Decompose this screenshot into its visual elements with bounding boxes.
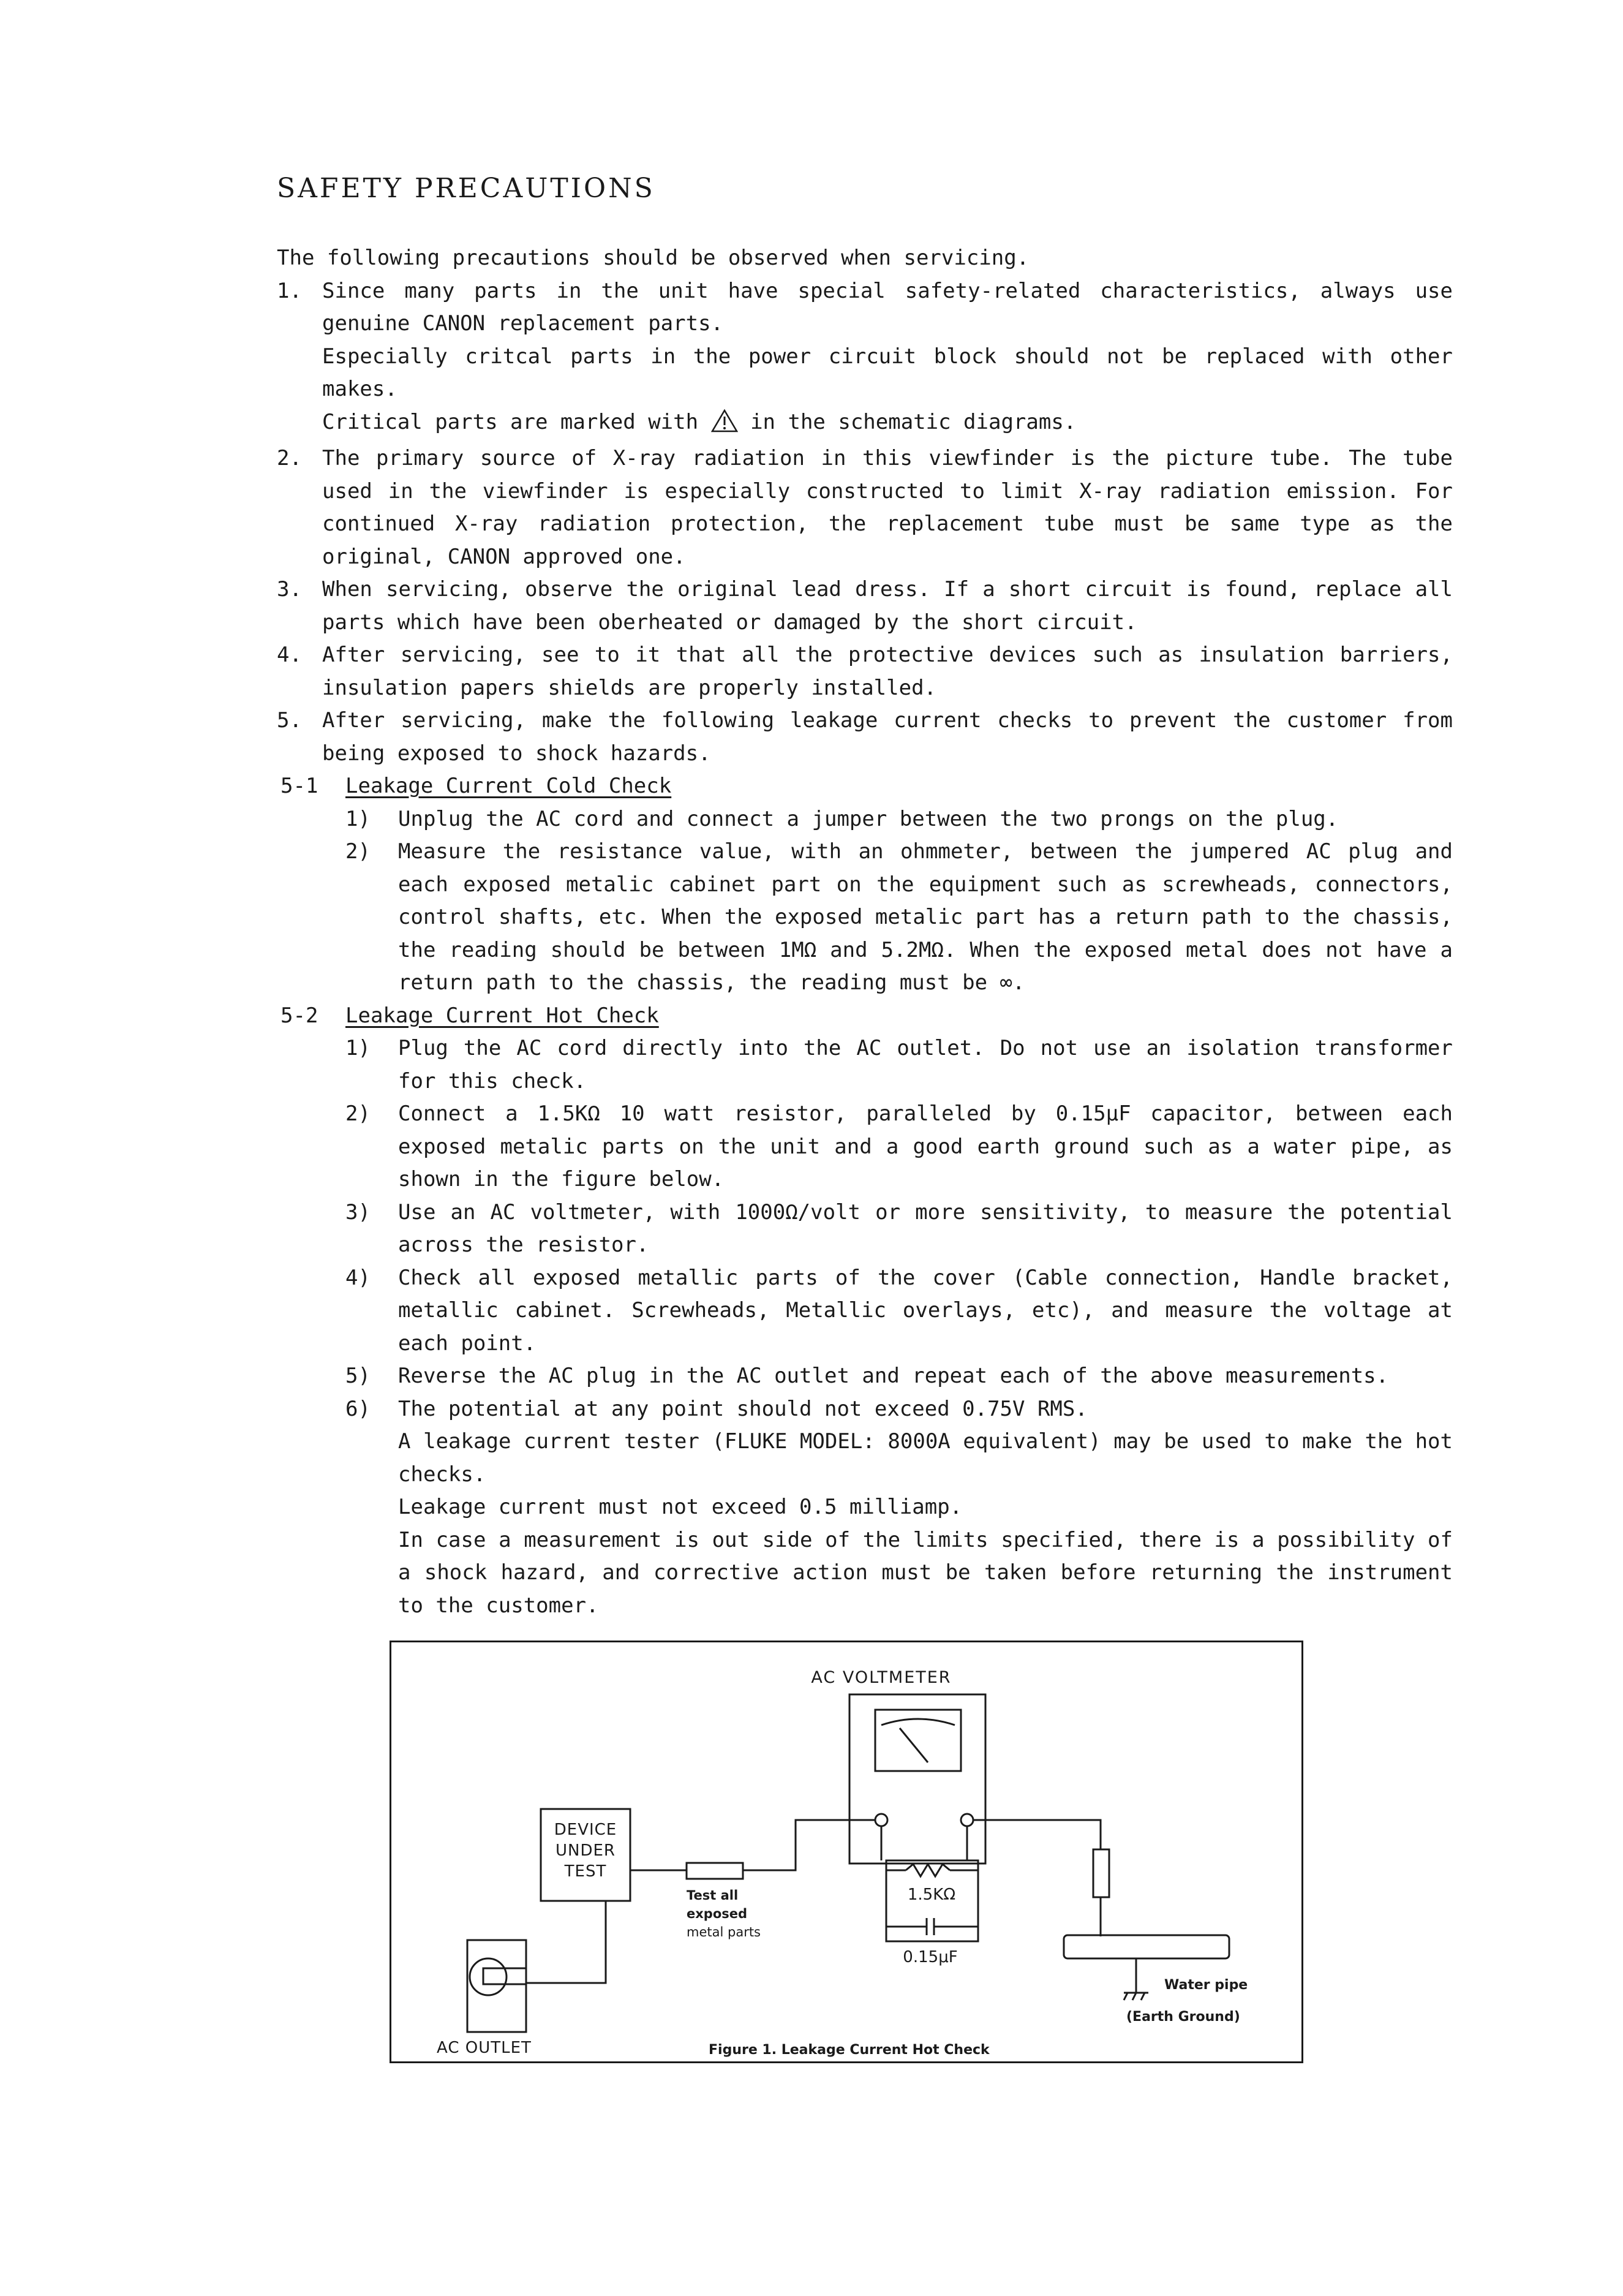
resistor-symbol <box>906 1864 950 1876</box>
step-text: Unplug the AC cord and connect a jumper between the two prongs on the plug. <box>398 806 1339 831</box>
item-number: 5. <box>277 708 302 733</box>
step-text: Measure the resistance value, with an ohmmeter, between the jumpered AC plug and each exposed metalic cabinet part on the equipment such as screwheads, connectors, control shafts, etc. When the exposed metalic part has a return path to the chassis, the reading should be between 1MΩ and 5.2MΩ. When the exposed metal does not have a return path to the chassis, the reading must be ∞. <box>398 839 1453 995</box>
precaution-item-5 <box>277 704 1453 770</box>
resistor-label: 1.5KΩ <box>907 1886 956 1904</box>
test-probe <box>687 1863 743 1879</box>
step-text: Connect a 1.5KΩ 10 watt resistor, paralleled by 0.15μF capacitor, between each exposed metalic parts on the unit and a good earth ground such as a water pipe, as shown in the figure below. <box>398 1101 1453 1191</box>
hot-check-steps <box>345 1032 1453 1426</box>
capacitor-label: 0.15μF <box>903 1948 958 1966</box>
test-label-line-3: metal parts <box>687 1925 761 1939</box>
voltmeter-terminal-right <box>961 1814 973 1826</box>
cold-check-steps <box>345 803 1453 1000</box>
warning-triangle-icon <box>711 409 738 443</box>
device-label-line-2: UNDER <box>555 1841 616 1860</box>
item-text: After servicing, make the following leakage current checks to prevent the customer from being exposed to shock hazards. <box>322 708 1453 766</box>
cold-step-1 <box>345 803 1453 836</box>
item-number: 2. <box>277 446 302 470</box>
precaution-item-3 <box>277 573 1453 639</box>
device-label-line-1: DEVICE <box>554 1821 617 1839</box>
step-number: 2) <box>345 839 371 864</box>
hot-step-4 <box>345 1262 1453 1361</box>
hot-step-2 <box>345 1098 1453 1196</box>
water-pipe-label: Water pipe <box>1164 1977 1248 1993</box>
item-1-line-1: Since many parts in the unit have special safety-related characteristics, always use genuine CANON replacement parts. <box>322 278 1453 336</box>
item-text: When servicing, observe the original lead dress. If a short circuit is found, replace all parts which have been oberheated or damaged by the short circuit. <box>322 577 1453 635</box>
cold-step-2 <box>345 836 1453 1000</box>
hot-step-1 <box>345 1032 1453 1098</box>
earth-ground-label: (Earth Ground) <box>1126 2009 1240 2025</box>
ground-probe <box>1093 1849 1109 1897</box>
hot-check-heading <box>277 1000 1453 1033</box>
meter-scale <box>881 1719 955 1725</box>
section-heading: Leakage Current Cold Check <box>345 774 672 798</box>
device-label-line-3: TEST <box>564 1862 607 1881</box>
item-text: After servicing, see to it that all the protective devices such as insulation barriers, insulation papers shields are properly installed. <box>322 643 1453 700</box>
step-number: 4) <box>345 1265 371 1290</box>
test-label-line-2: exposed <box>687 1906 748 1921</box>
step-text: Plug the AC cord directly into the AC outlet. Do not use an isolation transformer for this check. <box>398 1036 1453 1093</box>
hot-note-3: In case a measurement is out side of the limits specified, there is a possibility of a shock hazard, and corrective action must be taken before returning the instrument to the customer. <box>398 1527 1453 1618</box>
section-number: 5-1 <box>281 774 318 798</box>
item-text: The primary source of X-ray radiation in this viewfinder is the picture tube. The tube used in the viewfinder is especially constructed to limit X-ray radiation emission. For continued X-ray radiation protection, the replacement tube must be same type as the original, CANON approved one. <box>322 446 1453 569</box>
page-title: SAFETY PRECAUTIONS <box>277 173 655 204</box>
hot-step-6 <box>345 1393 1453 1426</box>
precaution-item-2 <box>277 442 1453 573</box>
step-number: 6) <box>345 1396 371 1421</box>
intro-text: The following precautions should be observed when servicing. <box>277 246 1030 270</box>
test-label-line-1: Test all <box>687 1888 739 1903</box>
step-text: Check all exposed metallic parts of the cover (Cable connection, Handle bracket, metallic cabinet. Screwheads, Metallic overlays, etc), and measure the voltage at each point. <box>398 1265 1453 1356</box>
meter-needle <box>900 1728 928 1762</box>
hot-step-3 <box>345 1196 1453 1262</box>
step-text: Use an AC voltmeter, with 1000Ω/volt or more sensitivity, to measure the potential across the resistor. <box>398 1199 1453 1257</box>
figure-leakage-hot-check <box>390 1641 1303 2063</box>
water-pipe <box>1064 1935 1229 1958</box>
circuit-diagram <box>391 1642 1305 2065</box>
step-number: 5) <box>345 1364 371 1388</box>
figure-caption: Figure 1. Leakage Current Hot Check <box>709 2042 990 2058</box>
section-heading: Leakage Current Hot Check <box>345 1003 659 1028</box>
critical-note-before: Critical parts are marked with <box>322 409 699 434</box>
critical-note <box>322 406 1453 443</box>
item-number: 4. <box>277 643 302 667</box>
item-number: 3. <box>277 577 302 602</box>
step-number: 1) <box>345 1036 371 1060</box>
precaution-item-4 <box>277 639 1453 704</box>
step-number: 1) <box>345 806 371 831</box>
item-1-line-2: Especially critcal parts in the power circuit block should not be replaced with other makes. <box>322 344 1453 401</box>
voltmeter-label: AC VOLTMETER <box>811 1668 952 1687</box>
precaution-item-1 <box>277 275 1453 443</box>
critical-note-after: in the schematic diagrams. <box>750 409 1077 434</box>
precautions-body <box>277 242 1453 1622</box>
hot-note-2: Leakage current must not exceed 0.5 milliamp. <box>398 1495 963 1519</box>
step-number: 2) <box>345 1101 371 1126</box>
cold-check-heading <box>277 770 1453 803</box>
ac-outlet-label: AC OUTLET <box>437 2039 532 2057</box>
voltmeter-terminal-left <box>875 1814 887 1826</box>
hot-step-5 <box>345 1360 1453 1393</box>
section-number: 5-2 <box>281 1003 318 1028</box>
item-number: 1. <box>277 278 302 303</box>
step-text: Reverse the AC plug in the AC outlet and repeat each of the above measurements. <box>398 1364 1389 1388</box>
step-text: The potential at any point should not exceed 0.75V RMS. <box>398 1396 1088 1421</box>
ac-outlet-body <box>467 1940 526 2032</box>
step-number: 3) <box>345 1199 371 1225</box>
hot-note-1: A leakage current tester (FLUKE MODEL: 8000A equivalent) may be used to make the hot checks. <box>398 1429 1453 1487</box>
